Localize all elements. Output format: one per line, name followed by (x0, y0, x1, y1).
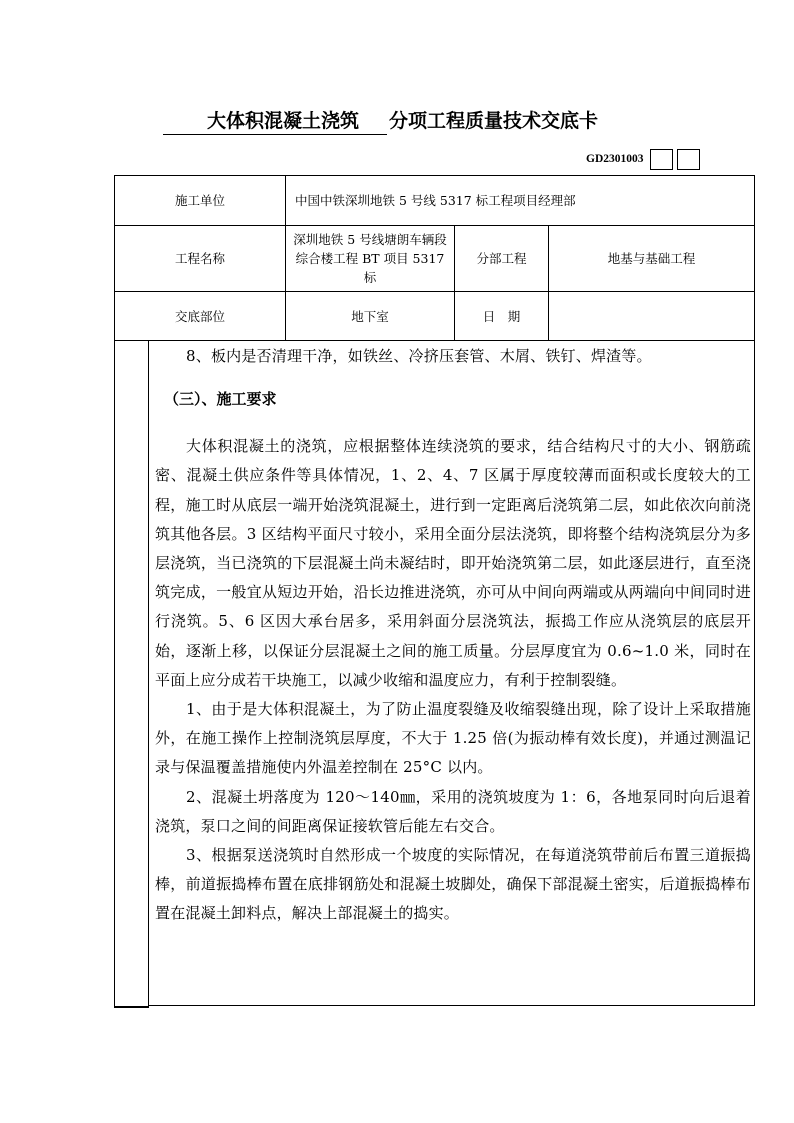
construction-unit-value: 中国中铁深圳地铁 5 号线 5317 标工程项目经理部 (295, 193, 576, 208)
date-label: 日 期 (482, 308, 521, 324)
body-right-border (754, 341, 755, 1006)
location-label: 交底部位 (174, 308, 225, 324)
body-inner-border (148, 341, 149, 1006)
header-table (114, 175, 755, 341)
date-value (549, 292, 754, 340)
division-label: 分部工程 (476, 251, 527, 266)
body-bottom-left (114, 1006, 149, 1008)
division-value: 地基与基础工程 (607, 251, 696, 266)
document-code: GD2301003 (586, 153, 644, 165)
main-paragraph: 大体积混凝土的浇筑，应根据整体连续浇筑的要求，结合结构尺寸的大小、钢筋疏密、混凝土供应条件等具体情况，1、2、4、7 区属于厚度较薄而面积或长度较大的工程，施工时从底层一端开始浇筑混凝土，进行到一定距离后浇筑第二层，如此依次向前浇筑其他各层。3 区结构平面尺寸较小，采用全面分层法浇筑，即将整个结构浇筑层分为多层浇筑，当已浇筑的下层混凝土尚未凝结时，即开始浇筑第二层，如此逐层进行，直至浇筑完成，一般宜从短边开始，沿长边推进浇筑，亦可从中间向两端或从两端向中间同时进行浇筑。5、6 区因大承台居多，采用斜面分层浇筑法，振捣工作应从浇筑层的底层开始，逐渐上移，以保证分层混凝土之间的施工质量。分层厚度宜为 0.6~1.0 米，同时在平面上应分成若干块施工，以减少收缩和温度应力，有利于控制裂缝。 (155, 437, 751, 689)
section-heading: （三）、施工要求 (164, 390, 277, 409)
project-name-value: 深圳地铁 5 号线塘朗车辆段综合楼工程 BT 项目 5317 标 (293, 232, 447, 285)
item-8: 8、板内是否清理干净，如铁丝、冷挤压套管、木屑、铁钉、焊渣等。 (186, 347, 652, 365)
title-suffix: 分项工程质量技术交底卡 (389, 110, 599, 132)
code-box-1 (650, 149, 673, 170)
document-code-row (586, 148, 704, 170)
title-underline-gap (361, 114, 387, 135)
body-content (155, 341, 751, 929)
document-title (163, 106, 683, 132)
requirement-3: 3、根据泵送浇筑时自然形成一个坡度的实际情况，在每道浇筑带前后布置三道振捣棒，前道振捣棒布置在底排钢筋处和混凝土坡脚处，确保下部混凝土密实，后道振捣棒布置在混凝土卸料点，解决上部混凝土的捣实。 (155, 846, 751, 923)
project-name-label: 工程名称 (174, 251, 225, 266)
location-value: 地下室 (351, 308, 389, 324)
code-box-2 (677, 149, 700, 170)
requirement-1: 1、由于是大体积混凝土，为了防止温度裂缝及收缩裂缝出现，除了设计上采取措施外，在施工操作上控制浇筑层厚度，不大于 1.25 倍(为振动棒有效长度)，并通过测温记录与保温覆盖措施使内外温差控制在 25°C 以内。 (155, 700, 751, 777)
title-subject: 大体积混凝土浇筑 (163, 106, 361, 135)
body-left-border (114, 341, 115, 1008)
requirement-2: 2、混凝土坍落度为 120～140㎜，采用的浇筑坡度为 1：6，各地泵同时向后退着浇筑，泵口之间的间距离保证接软管后能左右交合。 (155, 787, 751, 835)
body-bottom-line (148, 1005, 755, 1006)
construction-unit-label: 施工单位 (174, 193, 225, 208)
